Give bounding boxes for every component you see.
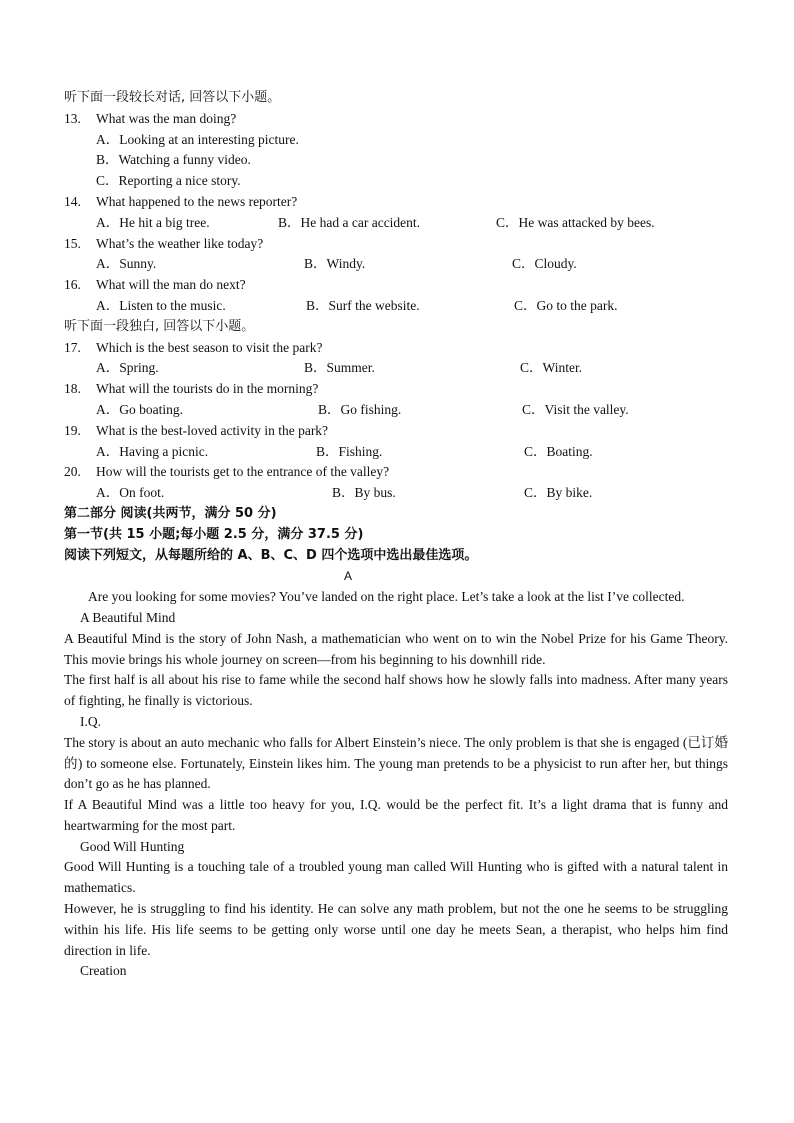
option-c: C．Cloudy. [512, 256, 577, 272]
option-a: A．Listen to the music. [96, 297, 226, 313]
question-text: What will the man do next? [96, 277, 246, 293]
option-a: A．Having a picnic. [96, 443, 209, 459]
options-row [64, 254, 728, 275]
question-number: 20. [64, 464, 81, 480]
option-c: C．Winter. [520, 360, 583, 376]
movie-paragraph: A Beautiful Mind is the story of John Nash, a mathematician who went on to win the Nobel Prize for his Game Theory. This movie brings his whole journey on screen—from his beginning to his downhill ride. [64, 630, 728, 667]
question-text: How will the tourists get to the entrance of the valley? [96, 464, 390, 480]
option-c: C．Reporting a nice story. [96, 173, 241, 189]
option-c: C．He was attacked by bees. [496, 214, 655, 230]
option-c: C．Boating. [524, 443, 593, 459]
option-b: B．Windy. [304, 256, 366, 272]
question-14 [64, 192, 728, 213]
options-row [64, 400, 728, 421]
movie-paragraph: However, he is struggling to find his identity. He can solve any math problem, but not the one he seems to be struggling within his life. His life seems to be getting only worse until one day he meets Sean, a therapist, who helps him find direction in life. [64, 901, 728, 958]
question-15 [64, 234, 728, 255]
question-number: 16. [64, 277, 81, 293]
movie-paragraph: Good Will Hunting is a touching tale of a troubled young man called Will Hunting who is gifted with a natural talent in mathematics. [64, 859, 728, 896]
question-text: What’s the weather like today? [96, 235, 264, 251]
option-c: C．By bike. [524, 485, 593, 501]
option-a: A．Go boating. [96, 401, 183, 417]
option-b: B．Go fishing. [318, 401, 402, 417]
section-one-heading: 第一节(共 15 小题;每小题 2.5 分，满分 37.5 分) [64, 526, 364, 542]
question-19 [64, 421, 728, 442]
question-number: 14. [64, 193, 81, 209]
passage-label: A [343, 569, 352, 584]
option-a: A．Looking at an interesting picture. [96, 131, 299, 147]
section-heading-monologue: 听下面一段独白, 回答以下小题。 [64, 318, 255, 334]
option-c: C．Visit the valley. [522, 401, 629, 417]
question-number: 19. [64, 422, 81, 438]
question-number: 18. [64, 381, 81, 397]
movie-title: I.Q. [80, 713, 101, 729]
options-row [64, 213, 728, 234]
options-row [64, 483, 728, 504]
option-line [64, 150, 728, 171]
part-two-heading: 第二部分 阅读(共两节，满分 50 分) [64, 505, 277, 521]
option-a: A．Sunny. [96, 256, 157, 272]
option-c: C．Go to the park. [514, 297, 618, 313]
movie-paragraph: The story is about an auto mechanic who falls for Albert Einstein’s niece. The only problem is that she is engaged (已订婚的) to someone else. Fortunately, Einstein likes him. The young man pretends to be a physicist to run after her, but things don’t go as he has planned. [64, 734, 728, 792]
question-text: What is the best-loved activity in the park? [96, 422, 329, 438]
document-page [64, 88, 728, 982]
question-number: 15. [64, 235, 81, 251]
option-b: B．Summer. [304, 360, 375, 376]
option-b: B．Watching a funny video. [96, 152, 251, 168]
question-text: What happened to the news reporter? [96, 193, 298, 209]
passage-intro: Are you looking for some movies? You’ve landed on the right place. Let’s take a look at the list I’ve collected. [88, 589, 685, 605]
option-a: A．On foot. [96, 485, 165, 501]
option-b: B．By bus. [332, 485, 396, 501]
question-number: 13. [64, 110, 81, 126]
options-row [64, 358, 728, 379]
options-row [64, 442, 728, 463]
option-a: A．Spring. [96, 360, 159, 376]
question-16 [64, 275, 728, 296]
movie-title: Creation [80, 963, 127, 979]
option-b: B．Fishing. [316, 443, 383, 459]
option-line [64, 130, 728, 151]
question-text: What will the tourists do in the morning? [96, 381, 319, 397]
movie-paragraph: If A Beautiful Mind was a little too heavy for you, I.Q. would be the perfect fit. It’s a light drama that is funny and heartwarming for the most part. [64, 797, 728, 833]
movie-title: A Beautiful Mind [80, 609, 176, 625]
question-text: Which is the best season to visit the park? [96, 339, 323, 355]
question-number: 17. [64, 339, 81, 355]
movie-title: Good Will Hunting [80, 838, 185, 854]
section-heading-long-dialogue: 听下面一段较长对话, 回答以下小题。 [64, 90, 281, 105]
question-text: What was the man doing? [96, 110, 237, 126]
option-line [64, 171, 728, 192]
question-17 [64, 338, 728, 359]
options-row [64, 296, 728, 317]
question-18 [64, 379, 728, 400]
question-20 [64, 462, 728, 483]
option-a: A．He hit a big tree. [96, 214, 210, 230]
option-b: B．He had a car accident. [278, 214, 421, 230]
movie-paragraph: The first half is all about his rise to fame while the second half shows how he slowly falls into madness. After many years of fighting, he finally is victorious. [64, 672, 728, 709]
question-13 [64, 109, 728, 130]
option-b: B．Surf the website. [306, 297, 420, 313]
reading-instruction: 阅读下列短文，从每题所给的 A、B、C、D 四个选项中选出最佳选项。 [64, 547, 478, 563]
